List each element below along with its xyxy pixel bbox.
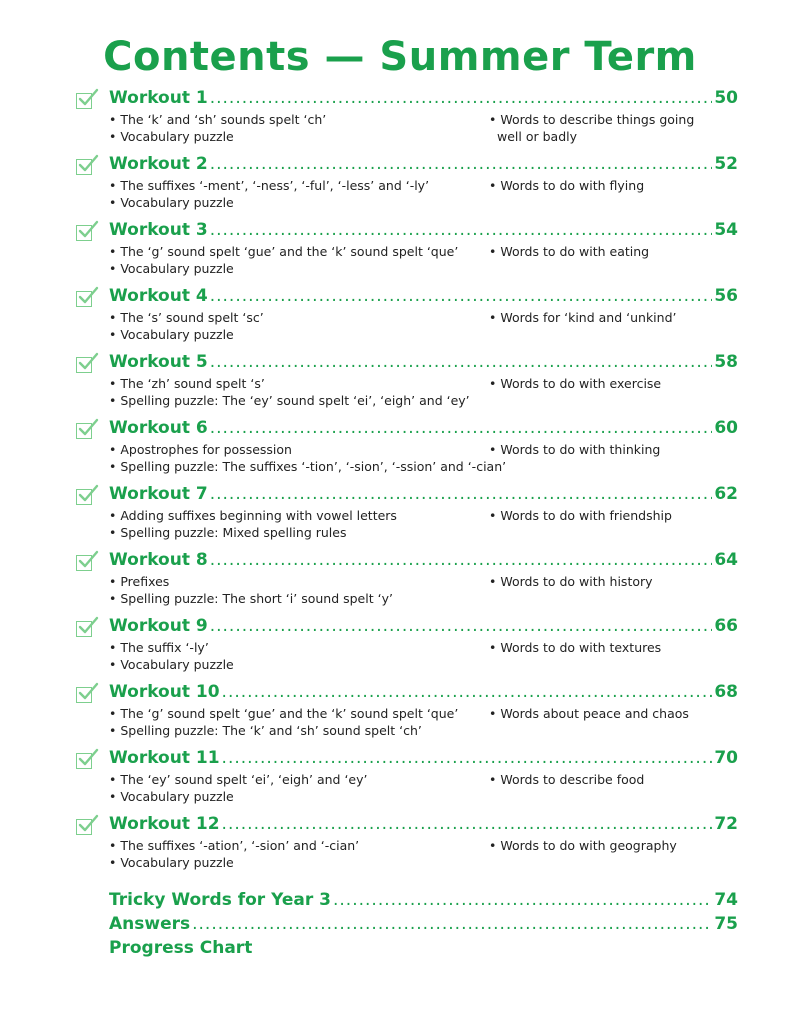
topic-item: • Spelling puzzle: The ‘ey’ sound spelt ‘ei’, ‘eigh’ and ‘ey’ [109,393,470,408]
entry-heading[interactable] [109,682,738,702]
workout-entry [0,748,800,814]
vocabulary-topics [489,375,729,392]
entry-heading[interactable] [109,616,738,636]
page-number: 54 [714,220,738,240]
vocabulary-topics [489,111,729,145]
topic-item: • Words to describe things going [489,112,695,127]
checkbox-tick-icon[interactable] [76,618,96,638]
page-title: Contents — Summer Term [103,34,697,80]
topic-item: • Spelling puzzle: The ‘k’ and ‘sh’ sound spelt ‘ch’ [109,723,422,738]
workout-entry [0,220,800,286]
topic-item: • Vocabulary puzzle [109,789,234,804]
vocabulary-topics [489,837,729,854]
page-number: 74 [714,890,738,910]
topic-item: • The ‘g’ sound spelt ‘gue’ and the ‘k’ sound spelt ‘que’ [109,706,459,721]
topic-item: • Words about peace and chaos [489,706,689,721]
page-number: 58 [714,352,738,372]
page-number: 56 [714,286,738,306]
dot-leader [222,814,713,834]
workout-entry [0,682,800,748]
entry-name: Workout 7 [109,484,208,504]
entry-name: Workout 6 [109,418,208,438]
topic-item: • Words to do with geography [489,838,677,853]
checkbox-tick-icon[interactable] [76,486,96,506]
topic-item: • Adding suffixes beginning with vowel letters [109,508,397,523]
topic-item: • Vocabulary puzzle [109,261,234,276]
entry-heading[interactable] [109,938,738,958]
entry-heading[interactable] [109,220,738,240]
entry-name: Workout 9 [109,616,208,636]
page-number: 60 [714,418,738,438]
checkbox-tick-icon[interactable] [76,222,96,242]
entry-name: Workout 3 [109,220,208,240]
checkbox-tick-icon[interactable] [76,684,96,704]
workout-entry [0,550,800,616]
topic-item: • Words to do with friendship [489,508,672,523]
workout-entry [0,814,800,880]
spelling-topics [109,573,489,607]
page-number: 62 [714,484,738,504]
entry-name: Workout 12 [109,814,220,834]
topic-item: • Prefixes [109,574,170,589]
extra-entry [0,938,800,962]
workout-entry [0,616,800,682]
extra-list [0,890,800,962]
topic-item: • The suffixes ‘-ation’, ‘-sion’ and ‘-cian’ [109,838,360,853]
entry-heading[interactable] [109,748,738,768]
topic-item: • The ‘zh’ sound spelt ‘s’ [109,376,265,391]
page-number: 50 [714,88,738,108]
dot-leader [192,914,712,934]
workout-entry [0,88,800,154]
entry-heading[interactable] [109,418,738,438]
vocabulary-topics [489,243,729,260]
topic-item: • The ‘g’ sound spelt ‘gue’ and the ‘k’ sound spelt ‘que’ [109,244,459,259]
entry-name: Answers [109,914,191,934]
checkbox-tick-icon[interactable] [76,420,96,440]
topic-item: • The suffixes ‘-ment’, ‘-ness’, ‘-ful’, ‘-less’ and ‘-ly’ [109,178,430,193]
extra-entry [0,890,800,914]
checkbox-tick-icon[interactable] [76,552,96,572]
checkbox-tick-icon[interactable] [76,750,96,770]
checkbox-tick-icon[interactable] [76,288,96,308]
topic-item: • Vocabulary puzzle [109,129,234,144]
entry-name: Workout 1 [109,88,208,108]
workout-entry [0,484,800,550]
page-number: 52 [714,154,738,174]
dot-leader [222,682,713,702]
vocabulary-topics [489,441,729,458]
dot-leader [333,890,712,910]
topic-item: • The suffix ‘-ly’ [109,640,209,655]
extra-entry [0,914,800,938]
dot-leader [210,616,713,636]
workout-entry [0,154,800,220]
topic-item: • Words for ‘kind and ‘unkind’ [489,310,677,325]
topic-item: • Vocabulary puzzle [109,657,234,672]
topic-item: well or badly [497,129,577,144]
checkbox-tick-icon[interactable] [76,156,96,176]
checkbox-tick-icon[interactable] [76,354,96,374]
entry-heading[interactable] [109,352,738,372]
entry-name: Tricky Words for Year 3 [109,890,331,910]
dot-leader [222,748,713,768]
entry-heading[interactable] [109,484,738,504]
checkbox-tick-icon[interactable] [76,816,96,836]
page-number: 68 [714,682,738,702]
entry-heading[interactable] [109,814,738,834]
dot-leader [210,484,713,504]
spelling-topics [109,309,489,343]
spelling-topics [109,111,489,145]
entry-name: Workout 2 [109,154,208,174]
spelling-topics [109,771,489,805]
topic-item: • Words to describe food [489,772,645,787]
topic-item: • Words to do with textures [489,640,662,655]
entry-heading[interactable] [109,286,738,306]
topic-item: • The ‘k’ and ‘sh’ sounds spelt ‘ch’ [109,112,327,127]
topic-item: • Words to do with history [489,574,653,589]
entry-heading[interactable] [109,890,738,910]
topic-item: • Spelling puzzle: The suffixes ‘-tion’, ‘-sion’, ‘-ssion’ and ‘-cian’ [109,459,507,474]
dot-leader [210,154,713,174]
vocabulary-topics [489,771,729,788]
spelling-topics [109,441,507,475]
topic-item: • The ‘ey’ sound spelt ‘ei’, ‘eigh’ and ‘ey’ [109,772,368,787]
spelling-topics [109,375,489,409]
dot-leader [210,286,713,306]
topic-item: • Vocabulary puzzle [109,327,234,342]
entry-name: Workout 8 [109,550,208,570]
checkbox-tick-icon[interactable] [76,90,96,110]
dot-leader [210,88,713,108]
topic-item: • Spelling puzzle: Mixed spelling rules [109,525,347,540]
page-number: 64 [714,550,738,570]
entry-name: Workout 11 [109,748,220,768]
topic-item: • Spelling puzzle: The short ‘i’ sound spelt ‘y’ [109,591,393,606]
topic-item: • The ‘s’ sound spelt ‘sc’ [109,310,264,325]
page-number: 66 [714,616,738,636]
topic-item: • Vocabulary puzzle [109,855,234,870]
spelling-topics [109,705,489,739]
entry-name: Progress Chart [109,938,253,958]
topic-item: • Words to do with thinking [489,442,661,457]
vocabulary-topics [489,507,729,524]
vocabulary-topics [489,573,729,590]
entry-heading[interactable] [109,550,738,570]
topic-item: • Words to do with eating [489,244,650,259]
spelling-topics [109,243,489,277]
entry-heading[interactable] [109,154,738,174]
page-number: 70 [714,748,738,768]
spelling-topics [109,177,489,211]
topic-item: • Words to do with exercise [489,376,662,391]
page-number: 72 [714,814,738,834]
vocabulary-topics [489,309,729,326]
vocabulary-topics [489,639,729,656]
dot-leader [210,418,713,438]
page-number: 75 [714,914,738,934]
vocabulary-topics [489,177,729,194]
entry-heading[interactable] [109,88,738,108]
spelling-topics [109,639,489,673]
vocabulary-topics [489,705,729,722]
dot-leader [210,220,713,240]
topic-item: • Words to do with flying [489,178,645,193]
entry-name: Workout 5 [109,352,208,372]
workout-entry [0,418,800,484]
workout-entry [0,352,800,418]
spelling-topics [109,837,489,871]
topic-item: • Apostrophes for possession [109,442,292,457]
workout-entry [0,286,800,352]
spelling-topics [109,507,489,541]
topic-item: • Vocabulary puzzle [109,195,234,210]
entry-name: Workout 4 [109,286,208,306]
workout-list [0,88,800,880]
entry-name: Workout 10 [109,682,220,702]
dot-leader [210,550,713,570]
entry-heading[interactable] [109,914,738,934]
dot-leader [210,352,713,372]
